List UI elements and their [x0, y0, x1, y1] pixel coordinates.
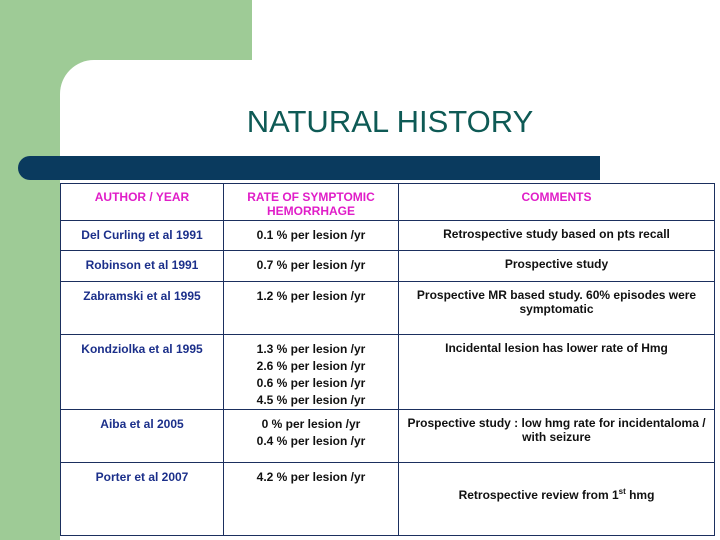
table-row [61, 335, 715, 410]
author-cell: Porter et al 2007 [61, 463, 224, 536]
rate-value: 0 % per lesion /yr [261, 417, 361, 431]
rate-cell [224, 410, 399, 463]
header-comments: COMMENTS [399, 184, 715, 221]
table-row [61, 463, 715, 536]
rate-value: 1.3 % per lesion /yr [256, 342, 366, 356]
rate-cell [224, 282, 399, 335]
table-row [61, 251, 715, 282]
rate-cell [224, 221, 399, 251]
author-cell: Kondziolka et al 1995 [61, 335, 224, 410]
header-author-year: AUTHOR / YEAR [61, 184, 224, 221]
comment-cell: Retrospective study based on pts recall [399, 221, 715, 251]
rate-value: 0.7 % per lesion /yr [256, 258, 366, 272]
rate-cell [224, 251, 399, 282]
comment-prefix: Retrospective review from 1 [458, 488, 619, 502]
comment-cell [399, 463, 715, 536]
table-row [61, 282, 715, 335]
comment-text [405, 469, 708, 502]
title-divider-bar [18, 156, 600, 180]
rate-value: 4.5 % per lesion /yr [256, 393, 366, 407]
rate-value: 1.2 % per lesion /yr [256, 289, 366, 303]
rate-value: 4.2 % per lesion /yr [256, 470, 366, 484]
author-cell: Robinson et al 1991 [61, 251, 224, 282]
comment-cell: Prospective study [399, 251, 715, 282]
rate-cell [224, 463, 399, 536]
rate-cell [224, 335, 399, 410]
comment-suffix: hmg [625, 488, 655, 502]
rate-value: 0.6 % per lesion /yr [256, 376, 366, 390]
comment-cell: Incidental lesion has lower rate of Hmg [399, 335, 715, 410]
comment-superscript: st [618, 487, 626, 496]
table-header-row [61, 184, 715, 221]
rate-value: 0.1 % per lesion /yr [256, 228, 366, 242]
comment-cell: Prospective MR based study. 60% episodes were symptomatic [399, 282, 715, 335]
slide-title: NATURAL HISTORY [246, 104, 534, 139]
author-cell: Aiba et al 2005 [61, 410, 224, 463]
author-cell: Zabramski et al 1995 [61, 282, 224, 335]
natural-history-table [60, 183, 715, 536]
comment-cell: Prospective study : low hmg rate for incidentaloma / with seizure [399, 410, 715, 463]
table-row [61, 221, 715, 251]
rate-value: 2.6 % per lesion /yr [256, 359, 366, 373]
rate-value: 0.4 % per lesion /yr [256, 434, 366, 448]
header-rate: RATE OF SYMPTOMIC HEMORRHAGE [224, 184, 399, 221]
table-row [61, 410, 715, 463]
author-cell: Del Curling et al 1991 [61, 221, 224, 251]
